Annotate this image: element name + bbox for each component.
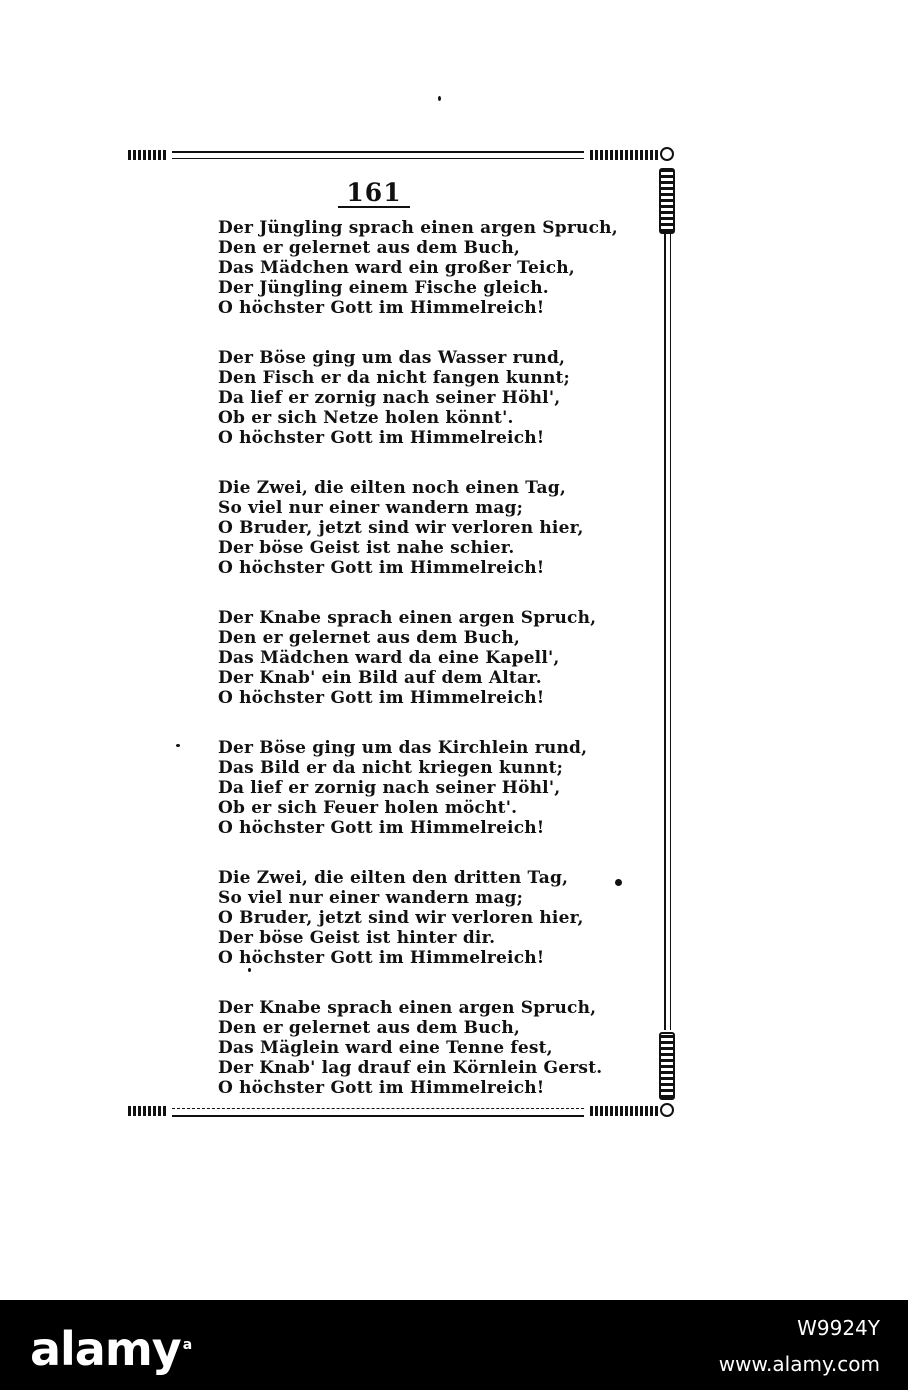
verse-line: Der Jüngling einem Fische gleich. xyxy=(218,278,549,298)
poem xyxy=(218,218,618,1128)
right-frame-line xyxy=(664,232,666,1030)
verse-line: Der Jüngling sprach einen argen Spruch, xyxy=(218,218,618,238)
verse-line: Der böse Geist ist hinter dir. xyxy=(218,928,496,948)
verse-line: Den Fisch er da nicht fangen kunnt; xyxy=(218,368,571,388)
verse-line: So viel nur einer wandern mag; xyxy=(218,498,524,518)
stanza xyxy=(218,608,597,708)
verse-line: O höchster Gott im Himmelreich! xyxy=(218,558,545,578)
verse-line: Das Mädchen ward ein großer Teich, xyxy=(218,258,575,278)
stanza xyxy=(218,218,618,318)
verse-line: Die Zwei, die eilten den dritten Tag, xyxy=(218,868,569,888)
verse-line: O Bruder, jetzt sind wir verloren hier, xyxy=(218,518,584,538)
verse-line: O höchster Gott im Himmelreich! xyxy=(218,948,545,968)
right-upper-knob-icon xyxy=(659,168,675,234)
stanza xyxy=(218,738,588,838)
verse-line: O höchster Gott im Himmelreich! xyxy=(218,1078,545,1098)
top-right-rosette-icon xyxy=(660,147,674,161)
image-id: W9924Y xyxy=(797,1316,880,1340)
verse-line: Ob er sich Netze holen könnt'. xyxy=(218,408,514,428)
verse-line: So viel nur einer wandern mag; xyxy=(218,888,524,908)
verse-line: Den er gelernet aus dem Buch, xyxy=(218,628,521,648)
verse-line: O Bruder, jetzt sind wir verloren hier, xyxy=(218,908,584,928)
brand-mark: a xyxy=(182,1336,192,1353)
page-number-rule xyxy=(338,206,410,208)
right-lower-knob-icon xyxy=(659,1032,675,1100)
bottom-right-ornament xyxy=(590,1106,660,1116)
alamy-logo xyxy=(30,1322,191,1376)
verse-line: Das Bild er da nicht kriegen kunnt; xyxy=(218,758,564,778)
print-speck xyxy=(248,968,251,972)
brand-name: alamy xyxy=(30,1322,181,1376)
footer-url: www.alamy.com xyxy=(718,1352,880,1376)
stanza xyxy=(218,478,584,578)
page-number: 161 xyxy=(346,178,402,207)
verse-line: Die Zwei, die eilten noch einen Tag, xyxy=(218,478,566,498)
verse-line: Der Böse ging um das Wasser rund, xyxy=(218,348,566,368)
verse-line: Das Mäglein ward eine Tenne fest, xyxy=(218,1038,553,1058)
verse-line: Der Knab' lag drauf ein Körnlein Gerst. xyxy=(218,1058,603,1078)
verse-line: Der Knab' ein Bild auf dem Altar. xyxy=(218,668,542,688)
verse-line: Der Knabe sprach einen argen Spruch, xyxy=(218,608,597,628)
top-rule xyxy=(172,151,584,153)
verse-line: Der Knabe sprach einen argen Spruch, xyxy=(218,998,597,1018)
bottom-right-rosette-icon xyxy=(660,1103,674,1117)
bottom-left-ornament xyxy=(128,1106,168,1116)
verse-line: Den er gelernet aus dem Buch, xyxy=(218,238,521,258)
right-frame-line-inner xyxy=(670,232,671,1030)
print-speck xyxy=(615,879,622,886)
top-left-ornament xyxy=(128,150,168,160)
verse-line: O höchster Gott im Himmelreich! xyxy=(218,298,545,318)
stanza xyxy=(218,348,571,448)
print-speck xyxy=(176,744,180,747)
verse-line: Der Böse ging um das Kirchlein rund, xyxy=(218,738,588,758)
verse-line: O höchster Gott im Himmelreich! xyxy=(218,688,545,708)
verse-line: O höchster Gott im Himmelreich! xyxy=(218,818,545,838)
print-speck xyxy=(438,96,441,101)
verse-line: Den er gelernet aus dem Buch, xyxy=(218,1018,521,1038)
stanza xyxy=(218,868,584,968)
verse-line: Ob er sich Feuer holen möcht'. xyxy=(218,798,518,818)
top-right-ornament xyxy=(590,150,660,160)
verse-line: Der böse Geist ist nahe schier. xyxy=(218,538,515,558)
verse-line: O höchster Gott im Himmelreich! xyxy=(218,428,545,448)
stanza xyxy=(218,998,603,1098)
verse-line: Das Mädchen ward da eine Kapell', xyxy=(218,648,560,668)
stock-footer-bar xyxy=(0,1300,908,1390)
verse-line: Da lief er zornig nach seiner Höhl', xyxy=(218,778,561,798)
verse-line: Da lief er zornig nach seiner Höhl', xyxy=(218,388,561,408)
top-rule-inner xyxy=(172,158,584,159)
